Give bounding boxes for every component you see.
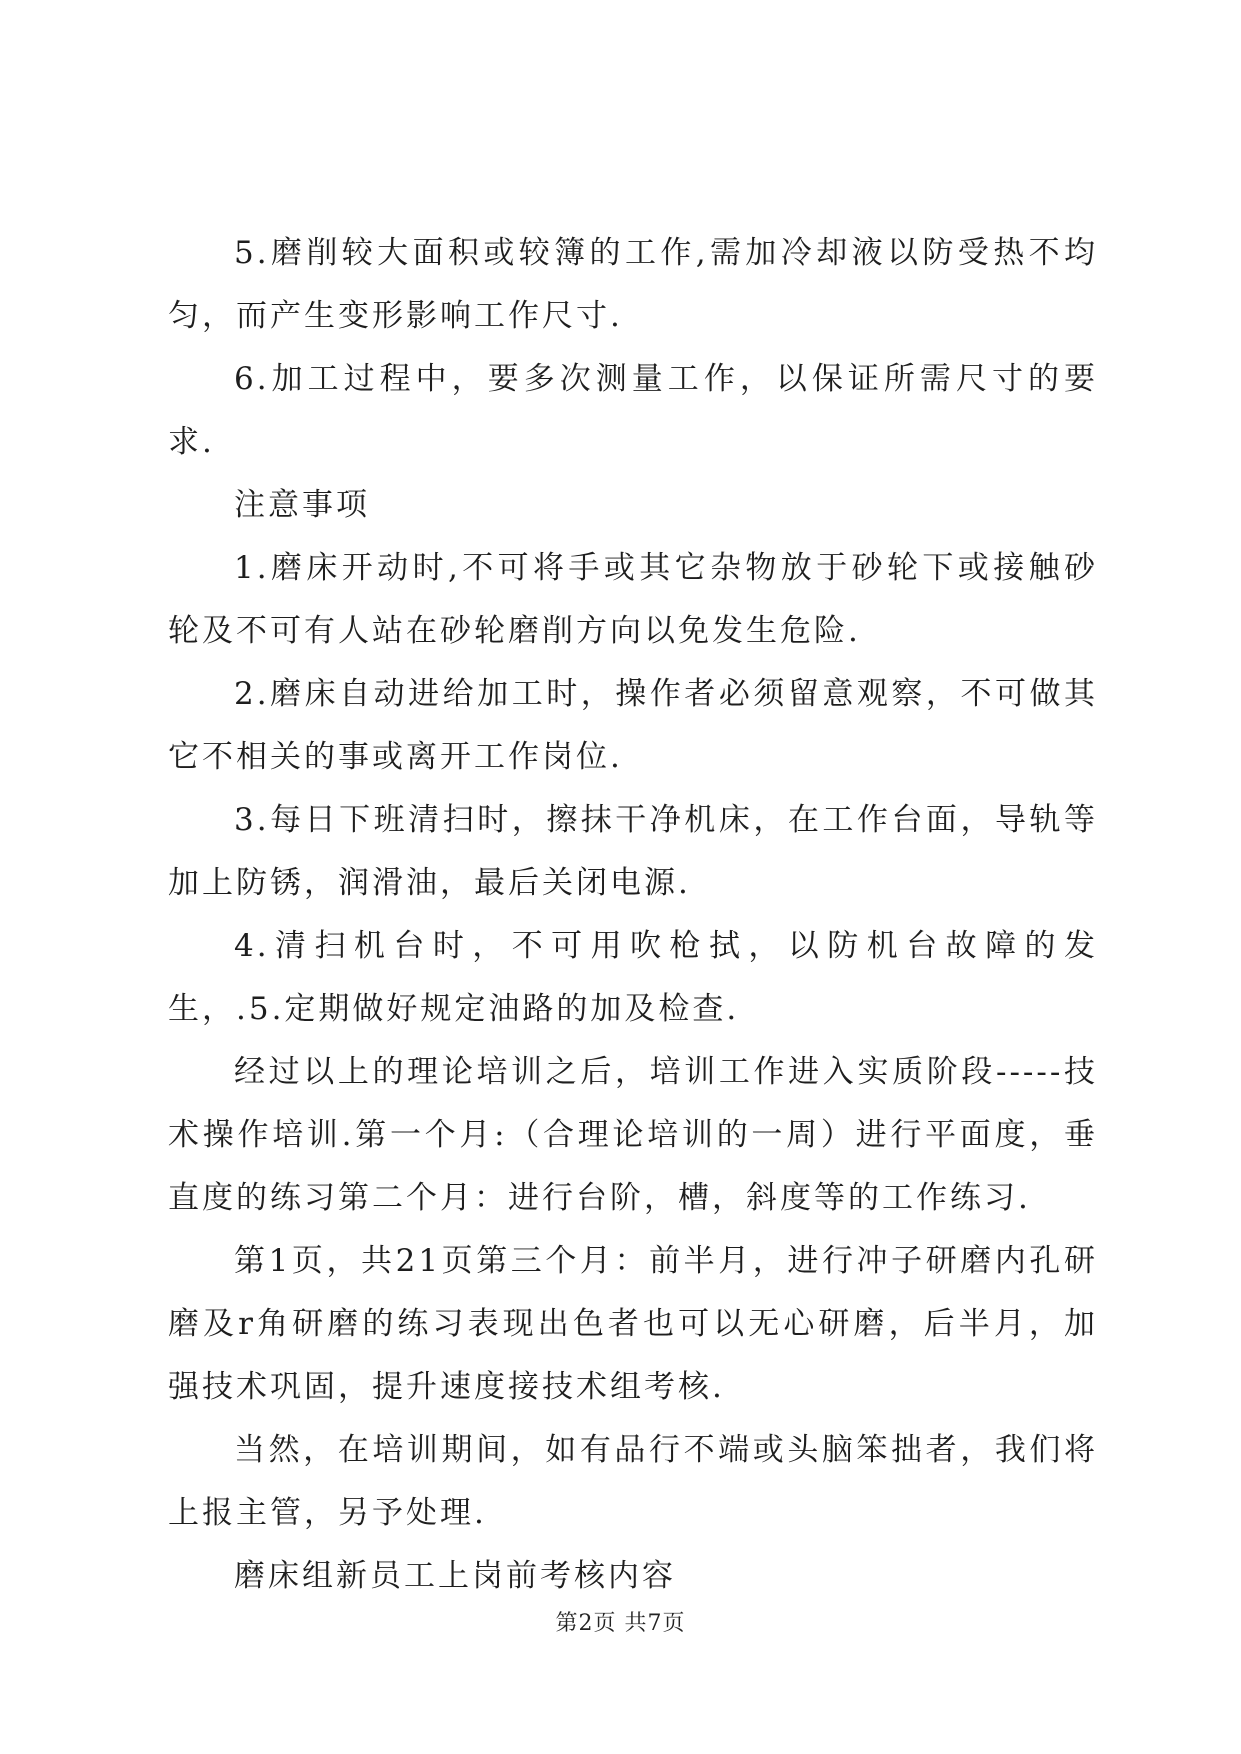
paragraph-6-measurement: 6.加工过程中，要多次测量工作，以保证所需尺寸的要求. bbox=[168, 361, 1098, 460]
paragraph-precaution-1: 1.磨床开动时,不可将手或其它杂物放于砂轮下或接触砂轮及不可有人站在砂轮磨削方向以免发生危险. bbox=[168, 550, 1098, 649]
page-footer: 第2页 共7页 bbox=[555, 1611, 686, 1636]
section-heading-assessment: 磨床组新员工上岗前考核内容 bbox=[234, 1558, 676, 1594]
paragraph-5-grinding-coolant: 5.磨削较大面积或较簿的工作,需加冷却液以防受热不均匀，而产生变形影响工作尺寸. bbox=[168, 235, 1098, 334]
paragraph-precaution-4: 4.清扫机台时，不可用吹枪拭，以防机台故障的发生，.5.定期做好规定油路的加及检查. bbox=[168, 928, 1098, 1027]
paragraph-third-month: 第1页，共21页第三个月：前半月，进行冲子研磨内孔研磨及r角研磨的练习表现出色者也可以无心研磨，后半月，加强技术巩固，提升速度接技术组考核. bbox=[168, 1243, 1098, 1405]
paragraph-training-plan: 经过以上的理论培训之后，培训工作进入实质阶段-----技术操作培训.第一个月:（合理论培训的一周）进行平面度，垂直度的练习第二个月：进行台阶，槽，斜度等的工作练习. bbox=[168, 1054, 1098, 1216]
section-heading-precautions: 注意事项 bbox=[234, 487, 370, 523]
paragraph-conduct-note: 当然，在培训期间，如有品行不端或头脑笨拙者，我们将上报主管，另予处理. bbox=[168, 1432, 1098, 1531]
document-body bbox=[168, 222, 1098, 1608]
paragraph-precaution-3: 3.每日下班清扫时，擦抹干净机床，在工作台面，导轨等加上防锈，润滑油，最后关闭电源. bbox=[168, 802, 1098, 901]
paragraph-precaution-2: 2.磨床自动进给加工时，操作者必须留意观察，不可做其它不相关的事或离开工作岗位. bbox=[168, 676, 1098, 775]
